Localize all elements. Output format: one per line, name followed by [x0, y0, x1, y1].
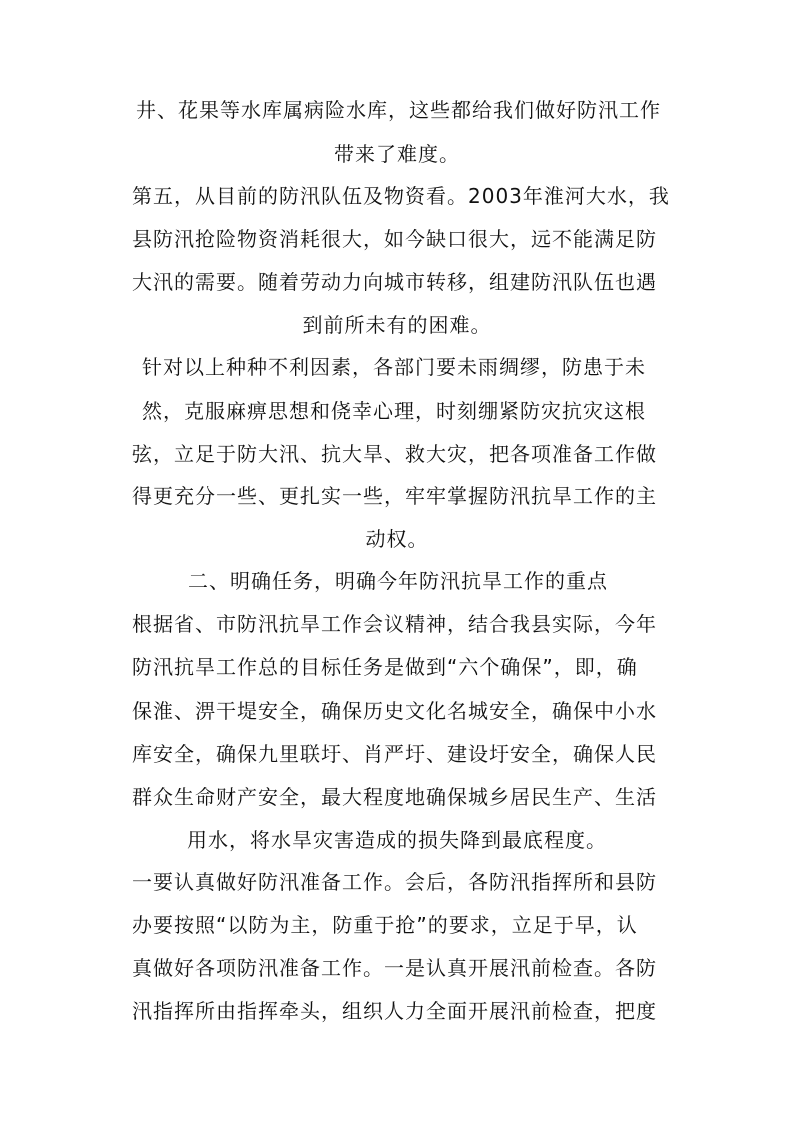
text-line: 群众生命财产安全，最大程度地确保城乡居民生产、生活: [132, 785, 657, 809]
text-line: 汛指挥所由指挥牵头，组织人力全面开展汛前检查，把度: [132, 999, 657, 1023]
text-line: 第五，从目前的防汛队伍及物资看。2003年淮河大水，我: [132, 184, 670, 208]
text-line: 根据省、市防汛抗旱工作会议精神，结合我县实际，今年: [132, 612, 657, 636]
text-line: 一要认真做好防汛准备工作。会后，各防汛指挥所和县防: [132, 870, 657, 894]
text-line: 库安全，确保九里联圩、肖严圩、建设圩安全，确保人民: [132, 742, 657, 766]
text-line: 动权。: [365, 527, 429, 551]
text-line: 弦，立足于防大汛、抗大旱、救大灾，把各项准备工作做: [132, 442, 657, 466]
section-heading: 二、明确任务，明确今年防汛抗旱工作的重点: [188, 569, 608, 593]
text-line: 带来了难度。: [334, 142, 460, 166]
text-line: 到前所未有的困难。: [302, 313, 492, 337]
text-line: 得更充分一些、更扎实一些，牢牢掌握防汛抗旱工作的主: [132, 484, 657, 508]
text-line: 针对以上种种不利因素，各部门要未雨绸缪，防患于未: [142, 355, 646, 379]
text-line: 真做好各项防汛准备工作。一是认真开展汛前检查。各防: [132, 956, 657, 980]
text-line: 大汛的需要。随着劳动力向城市转移，组建防汛队伍也遇: [132, 270, 657, 294]
text-line: 保淮、淠干堤安全，确保历史文化名城安全，确保中小水: [132, 699, 657, 723]
text-line: 井、花果等水库属病险水库，这些都给我们做好防汛工作: [136, 98, 661, 122]
text-line: 然，克服麻痹思想和侥幸心理，时刻绷紧防灾抗灾这根: [142, 399, 646, 423]
text-line: 办要按照“以防为主，防重于抢”的要求，立足于早，认: [132, 913, 638, 937]
text-line: 防汛抗旱工作总的目标任务是做到“六个确保”，即，确: [132, 655, 638, 679]
text-line: 用水，将水旱灾害造成的损失降到最底程度。: [187, 828, 607, 852]
text-line: 县防汛抢险物资消耗很大，如今缺口很大，远不能满足防: [132, 227, 657, 251]
